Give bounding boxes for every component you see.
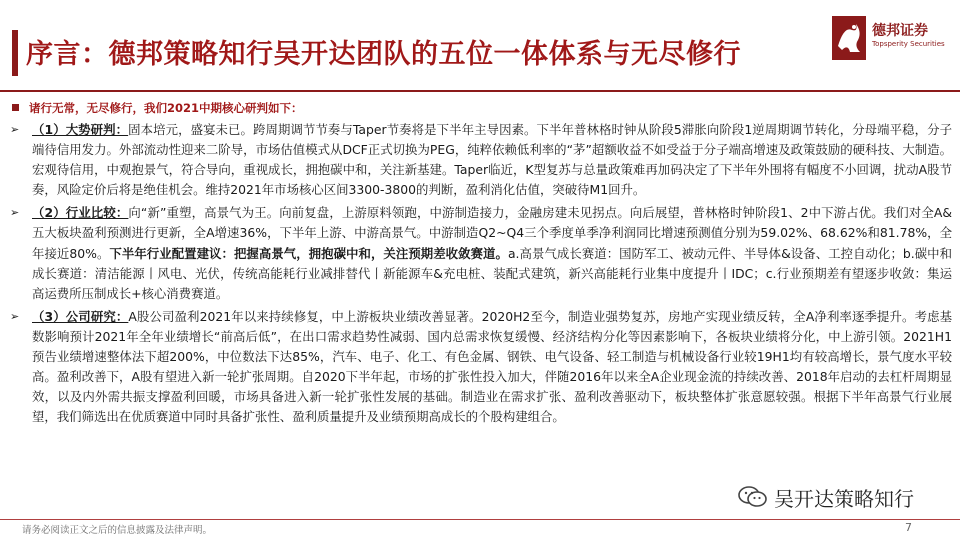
header-divider: [0, 90, 960, 92]
arrow-bullet-icon: ➢: [10, 206, 20, 220]
lead-line: [8, 100, 952, 116]
item-body: A股公司盈利2021年以来持续修复，中上游板块业绩改善显著。2020H2至今，制造业强势复苏，房地产实现业绩反转，全A净利率逐季提升。考虑基数影响预计2021年全年业绩增长“前高后低”，在出口需求趋势性减弱、国内总需求恢复缓慢、经济结构分化等因素影响下，各板块业绩将分化，中上游引领。2021H1预告业绩增速整体法下超200%，中位数法下达85%，汽车、电子、化工、有色金属、钢铁、电气设备、轻工制造与机械设备行业较19H1均有较高增长，景气度水平较高。盈利改善下，A股有望进入新一轮扩张周期。自2020下半年起，市场的扩张性投入加大，伴随2016年以来全A企业现金流的持续改善、2018年启动的去杠杆周期显效，以及内外需共振支撑盈利回暖，市场具备进入新一轮扩张性发展的基础。制造业在需求扩张、盈利改善驱动下，板块整体扩张意愿较强。根据下半年高景气行业展望，我们筛选出在优质赛道中同时具备扩张性、盈利质量提升及业绩预期高成长的个股构建组合。: [32, 308, 952, 425]
item-text: [32, 203, 952, 303]
company-logo: [832, 14, 952, 64]
lead-text: 诸行无常，无尽修行，我们2021中期核心研判如下：: [29, 101, 303, 115]
wechat-icon: [738, 485, 768, 509]
list-item-company: [8, 307, 952, 428]
arrow-bullet-icon: ➢: [10, 123, 20, 136]
item-text: [32, 307, 952, 428]
page-title: 序言：德邦策略知行吴开达团队的五位一体体系与无尽修行: [26, 39, 741, 70]
item-text: [32, 120, 952, 200]
footer-disclaimer: 请务必阅读正文之后的信息披露及法律声明。: [22, 525, 213, 536]
content-body: [8, 100, 952, 430]
item-body-emphasis: 下半年行业配置建议：把握高景气，拥抱碳中和，关注预期差收敛赛道。: [109, 245, 508, 261]
item-body: 固本培元，盛宴未已。跨周期调节节奏与Taper节奏将是下半年主导因素。下半年普林格时钟从阶段5滞胀向阶段1逆周期调节转化，分母端平稳，分子端待信用发力。外部流动性迎来二阶导，市场估值模式从DCF正式切换为PEG，纯粹依赖低利率的“茅”超额收益不如受益于分子端高增速及政策鼓励的硬科技、大制造。宏观待信用，中观抱景气，符合导向，重视成长，拥抱碳中和，关注新基建。Taper临近，K型复苏与总量政策难再加码决定了下半年外围将有幅度不小回调，扰动A股节奏，风险定价后将是绝佳机会。维持2021年市场核心区间3300-3800的判断，盈利消化估值，突破待M1回升。: [32, 122, 952, 198]
item-heading: （2）行业比较：: [32, 205, 129, 221]
title-accent-bar: [12, 30, 18, 76]
logo-name-cn: 德邦证券: [872, 23, 928, 39]
arrow-bullet-icon: ➢: [10, 309, 20, 323]
logo-mark-icon: [832, 16, 866, 60]
wechat-account-name: 吴开达策略知行: [774, 486, 914, 511]
item-heading: （3）公司研究：: [32, 308, 129, 324]
list-item-market: [8, 120, 952, 200]
item-heading: （1）大势研判：: [32, 122, 129, 137]
logo-name-en: Topsperity Securities: [872, 40, 945, 48]
footer-divider: [0, 519, 960, 520]
item-body: a.高景气成长赛道：国防军工、被动元件、半导体&设备、工控自动化；b.碳中和成长赛道：清洁能源丨风电、光伏，传统高能耗行业减排替代丨新能源车&充电桩、装配式建筑，新兴高能耗行业集中度提升丨IDC；c.行业预期差有望逐步收敛：集运高运费所压制成长+核心消费赛道。: [32, 245, 952, 301]
page-number: 7: [905, 521, 912, 534]
item-body: 向“新”重塑，高景气为王。向前复盘，上游原料领跑，中游制造接力，金融房建未见拐点。向后展望，普林格时钟阶段1、2中下游占优。我们对全A&五大板块盈利预测进行更新，全A增速36%，下半年上游、中游高景气。中游制造Q2~Q4三个季度单季净利润同比增速预测值分别为59.02%、68.62%和81.78%，全年接近80%。: [32, 205, 952, 261]
list-item-industry: [8, 203, 952, 303]
square-bullet-icon: [12, 104, 19, 111]
wechat-watermark: [738, 482, 914, 512]
